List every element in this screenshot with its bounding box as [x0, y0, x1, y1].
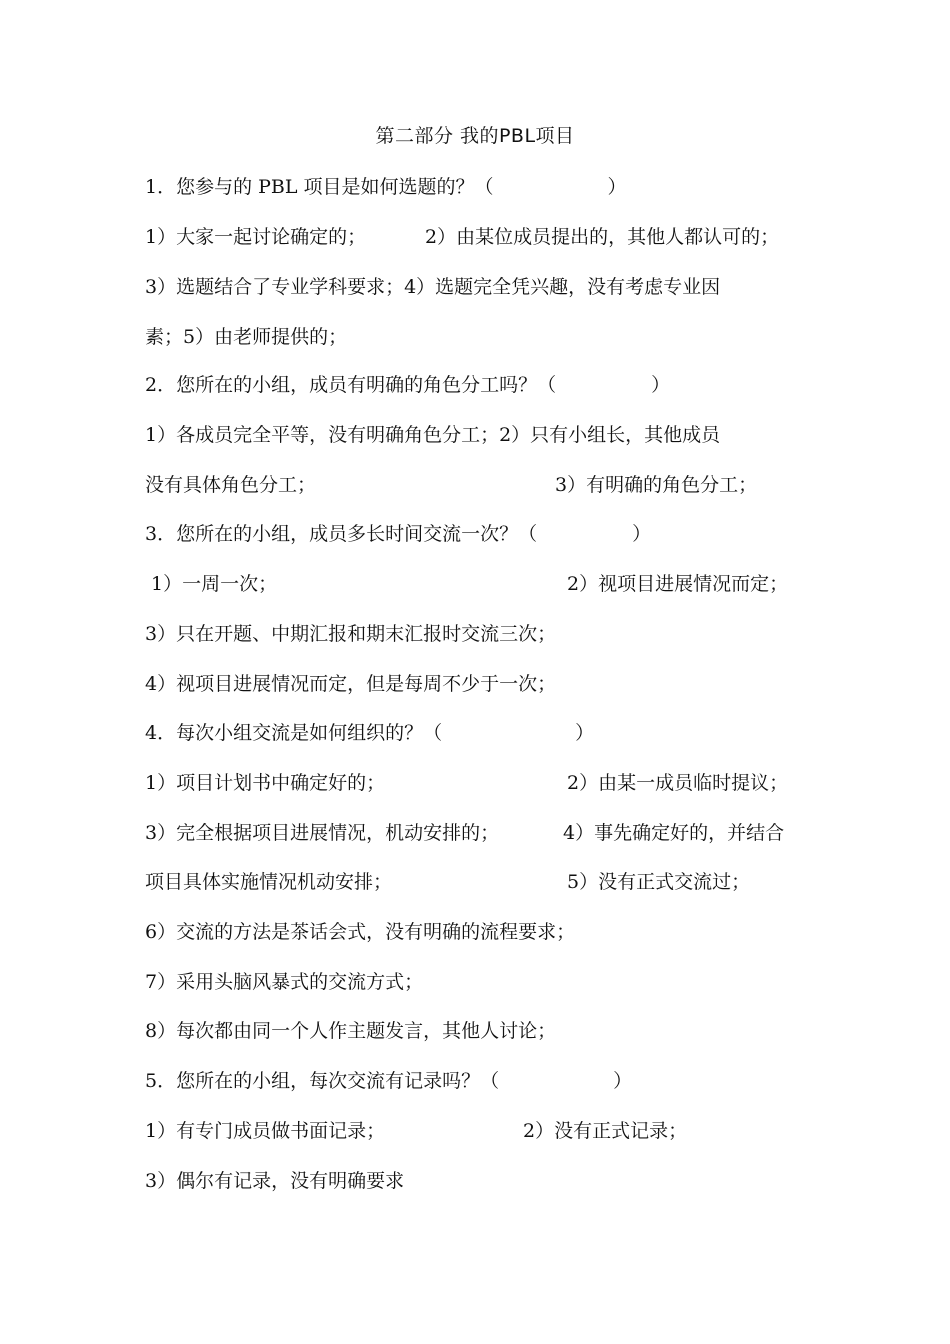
- option-text: 2）没有正式记录；: [523, 1120, 688, 1142]
- question-1: [145, 172, 627, 202]
- option-line: [145, 619, 556, 649]
- question-text: 3．您所在的小组，成员多长时间交流一次？（ ）: [145, 523, 652, 545]
- question-3: [145, 519, 651, 549]
- option-text: 没有具体角色分工；: [145, 474, 317, 496]
- question-text: 1．您参与的 PBL 项目是如何选题的？（ ）: [145, 176, 627, 198]
- option-text: 1）各成员完全平等，没有明确角色分工；2）只有小组长，其他成员: [145, 424, 721, 446]
- section-title: 第二部分 我的PBL项目: [375, 125, 575, 147]
- option-line: [145, 470, 758, 500]
- option-text: 1）有专门成员做书面记录；: [145, 1120, 386, 1142]
- question-2: [145, 370, 670, 400]
- option-text: 项目具体实施情况机动安排；: [145, 871, 393, 893]
- option-line: [145, 222, 780, 252]
- option-line: [145, 768, 789, 798]
- option-line: [145, 1016, 556, 1046]
- option-line: [145, 917, 575, 947]
- option-text: 3）有明确的角色分工；: [555, 474, 758, 496]
- option-line: [145, 322, 347, 352]
- option-line: [145, 1166, 404, 1196]
- option-text: 4）事先确定好的，并结合: [563, 822, 785, 844]
- option-text: 7）采用头脑风暴式的交流方式；: [145, 971, 424, 993]
- option-line: [145, 818, 785, 848]
- option-line: [145, 420, 720, 450]
- question-text: 2．您所在的小组，成员有明确的角色分工吗？（ ）: [145, 374, 671, 396]
- option-text: 8）每次都由同一个人作主题发言，其他人讨论；: [145, 1020, 557, 1042]
- option-text: 3）选题结合了专业学科要求；4）选题完全凭兴趣，没有考虑专业因: [145, 276, 721, 298]
- option-text: 3）偶尔有记录，没有明确要求: [145, 1170, 405, 1192]
- option-text: 6）交流的方法是茶话会式，没有明确的流程要求；: [145, 921, 576, 943]
- option-line: [145, 867, 751, 897]
- option-text: 2）由某位成员提出的，其他人都认可的；: [425, 226, 780, 248]
- question-text: 4．每次小组交流是如何组织的？（ ）: [145, 722, 595, 744]
- option-line: [145, 1116, 688, 1146]
- option-line: [145, 569, 789, 599]
- option-line: [145, 967, 423, 997]
- option-text: 4）视项目进展情况而定，但是每周不少于一次；: [145, 673, 557, 695]
- option-text: 3）只在开题、中期汇报和期末汇报时交流三次；: [145, 623, 557, 645]
- question-4: [145, 718, 594, 748]
- option-text: 1）一周一次；: [145, 573, 278, 595]
- option-line: [145, 272, 720, 302]
- option-text: 2）视项目进展情况而定；: [567, 573, 789, 595]
- option-text: 3）完全根据项目进展情况，机动安排的；: [145, 822, 500, 844]
- option-text: 素；5）由老师提供的；: [145, 326, 348, 348]
- option-text: 1）大家一起讨论确定的；: [145, 226, 367, 248]
- option-text: 5）没有正式交流过；: [567, 871, 751, 893]
- question-5: [145, 1066, 632, 1096]
- option-text: 1）项目计划书中确定好的；: [145, 772, 386, 794]
- question-text: 5．您所在的小组，每次交流有记录吗？（ ）: [145, 1070, 633, 1092]
- option-line: [145, 669, 556, 699]
- option-text: 2）由某一成员临时提议；: [567, 772, 789, 794]
